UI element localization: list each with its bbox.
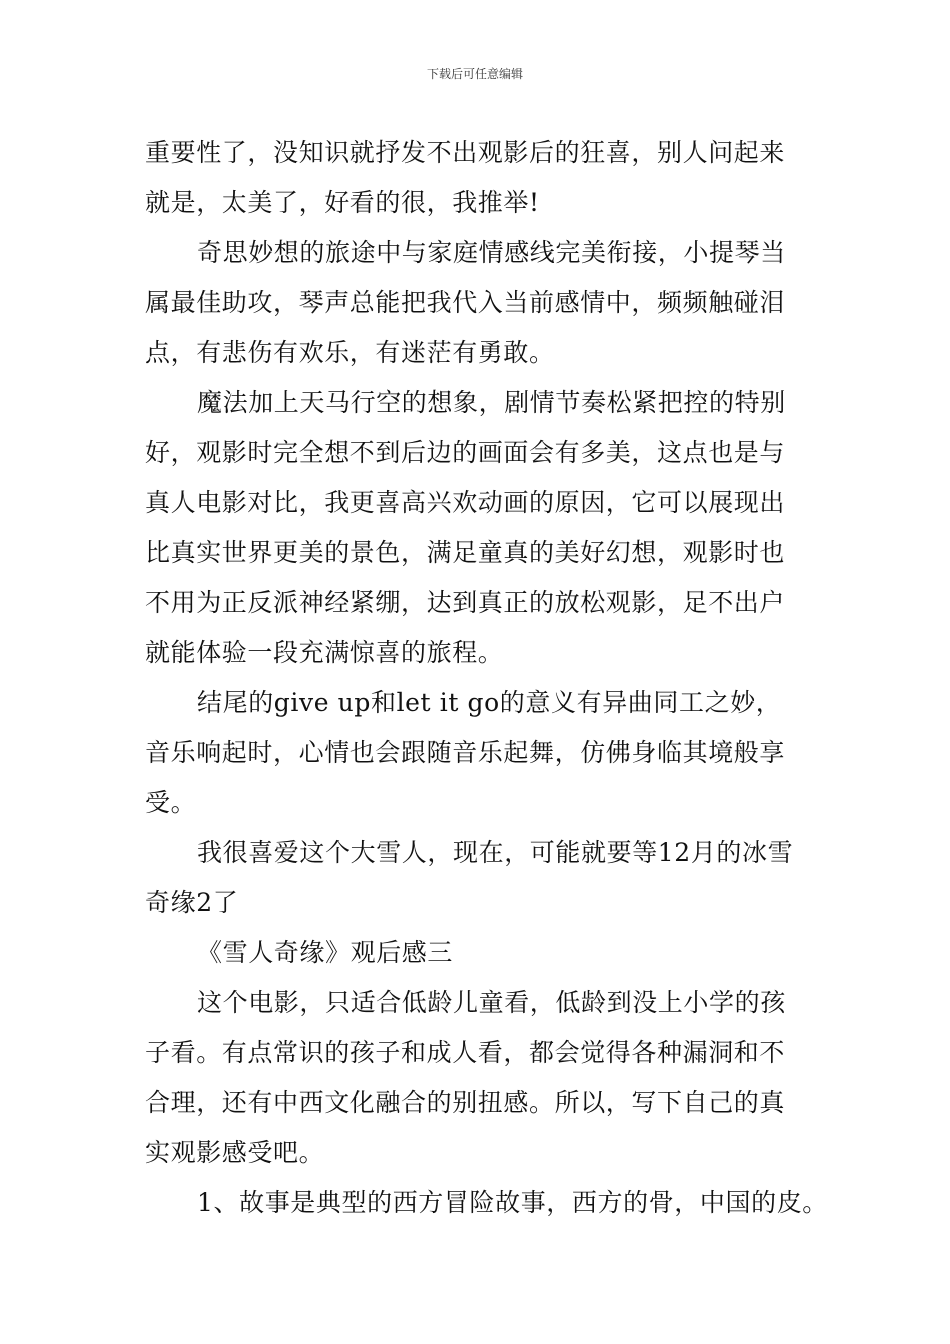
text-line: 属最佳助攻，琴声总能把我代入当前感情中，频频触碰泪: [145, 288, 786, 317]
paragraph-start-line: 我很喜爱这个大雪人，现在，可能就要等12月的冰雪: [197, 838, 794, 867]
paragraph-start-line: 1、故事是典型的西方冒险故事，西方的骨，中国的皮。: [197, 1188, 828, 1217]
page-header: 下载后可任意编辑: [426, 67, 523, 81]
text-line: 好，观影时完全想不到后边的画面会有多美，这点也是与: [145, 438, 786, 467]
text-line: 子看。有点常识的孩子和成人看，都会觉得各种漏洞和不: [145, 1038, 786, 1067]
text-line: 重要性了，没知识就抒发不出观影后的狂喜，别人问起来: [145, 138, 786, 167]
paragraph-start-line: 这个电影，只适合低龄儿童看，低龄到没上小学的孩: [197, 988, 786, 1017]
text-line: 奇缘2了: [145, 888, 239, 917]
document-body: [145, 128, 828, 1228]
text-line: 实观影感受吧。: [145, 1138, 325, 1167]
paragraph-start-line: 魔法加上天马行空的想象，剧情节奏松紧把控的特别: [197, 388, 786, 417]
text-line: 音乐响起时，心情也会跟随音乐起舞，仿佛身临其境般享: [145, 738, 786, 767]
paragraph-start-line: 结尾的give up和let it go的意义有异曲同工之妙，: [197, 688, 782, 717]
text-line: 比真实世界更美的景色，满足童真的美好幻想，观影时也: [145, 538, 786, 567]
text-line: 就能体验一段充满惊喜的旅程。: [145, 638, 504, 667]
text-line: 受。: [145, 788, 197, 817]
text-line: 就是，太美了，好看的很，我推举!: [145, 188, 540, 217]
text-line: 不用为正反派神经紧绷，达到真正的放松观影，足不出户: [145, 588, 786, 617]
paragraph-start-line: 奇思妙想的旅途中与家庭情感线完美衔接，小提琴当: [197, 238, 786, 267]
section-heading: 《雪人奇缘》观后感三: [197, 938, 454, 967]
text-line: 真人电影对比，我更喜高兴欢动画的原因，它可以展现出: [145, 488, 786, 517]
text-line: 点，有悲伤有欢乐，有迷茫有勇敢。: [145, 338, 555, 367]
text-line: 合理，还有中西文化融合的别扭感。所以，写下自己的真: [145, 1088, 786, 1117]
